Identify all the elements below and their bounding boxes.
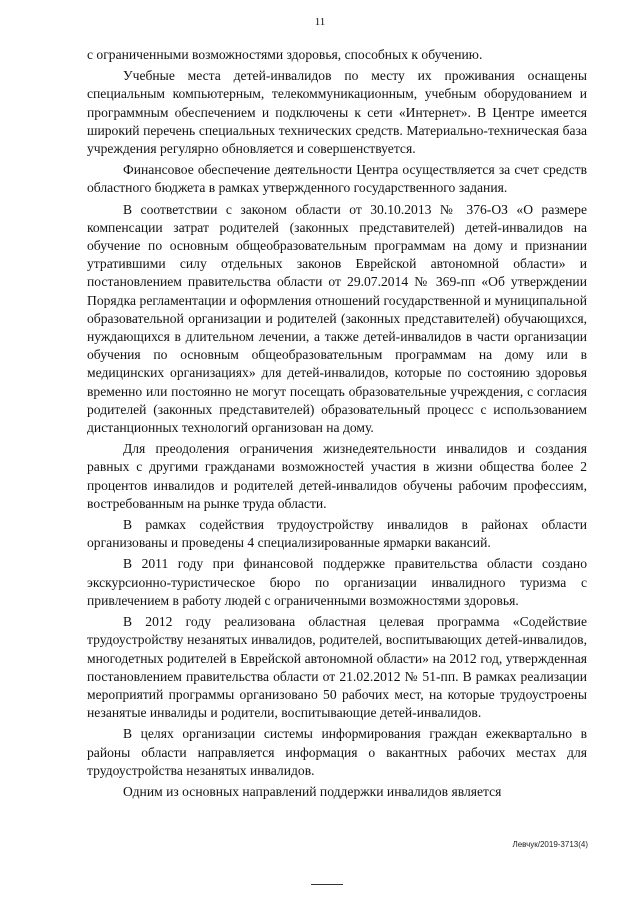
document-body [87,46,587,804]
paragraph: В 2011 году при финансовой поддержке правительства области создано экскурсионно-туристическое бюро по организации инвалидного туризма с привлечением в работу людей с ограниченными возможностями здоровья. [87,556,587,608]
paragraph: Учебные места детей-инвалидов по месту их проживания оснащены специальным компьютерным, телекоммуникационным, учебным оборудованием и программным обеспечением и подключены к сети «Интернет». В Центре имеется широкий перечень специальных технических средств. Материально-техническая база учреждения регулярно обновляется и совершенствуется. [87,68,587,157]
paragraph: В рамках содействия трудоустройству инвалидов в районах области организованы и проведены 4 специализированные ярмарки вакансий. [87,517,587,551]
document-code: Левчук/2019-3713(4) [512,840,588,849]
paragraph: с ограниченными возможностями здоровья, способных к обучению. [87,47,483,62]
paragraph: В 2012 году реализована областная целевая программа «Содействие трудоустройству незанятых инвалидов, родителей, воспитывающих детей-инвалидов, многодетных родителей в Еврейской автономной области» на 2012 год, утвержденная постановлением правительства области от 21.02.2012 № 51-пп. В рамках реализации мероприятий программы организовано 50 рабочих мест, на которые трудоустроены незанятые инвалиды и родители, воспитывающие детей-инвалидов. [87,614,587,721]
footer-divider [311,884,343,885]
paragraph: Финансовое обеспечение деятельности Центра осуществляется за счет средств областного бюджета в рамках утвержденного государственного задания. [87,162,587,196]
paragraph: В целях организации системы информирования граждан ежеквартально в районы области направляется информация о вакантных рабочих местах для трудоустройства незанятых инвалидов. [87,726,587,778]
paragraph: Одним из основных направлений поддержки инвалидов является [123,783,502,799]
page-number: 11 [314,16,326,28]
paragraph: Для преодоления ограничения жизнедеятельности инвалидов и создания равных с другими гражданами возможностей участия в жизни общества более 2 процентов инвалидов и родителей детей-инвалидов обучены рабочим профессиям, востребованным на рынке труда области. [87,441,587,511]
paragraph: В соответствии с законом области от 30.10.2013 № 376-ОЗ «О размере компенсации затрат родителей (законных представителей) детей-инвалидов на обучение по основным общеобразовательным программам на дому и признании утратившими силу отдельных законов Еврейской автономной области» и постановлением правительства области от 29.07.2014 № 369-пп «Об утверждении Порядка регламентации и оформления отношений государственной и муниципальной образовательной организации и родителей (законных представителей) обучающихся, нуждающихся в длительном лечении, а также детей-инвалидов в части организации обучения по основным общеобразовательным программам на дому или в медицинских организациях» для детей-инвалидов, которые по состоянию здоровья временно или постоянно не могут посещать образовательные учреждения, с согласия родителей (законных представителей) образовательный процесс с использованием дистанционных технологий организован на дому. [87,201,587,436]
